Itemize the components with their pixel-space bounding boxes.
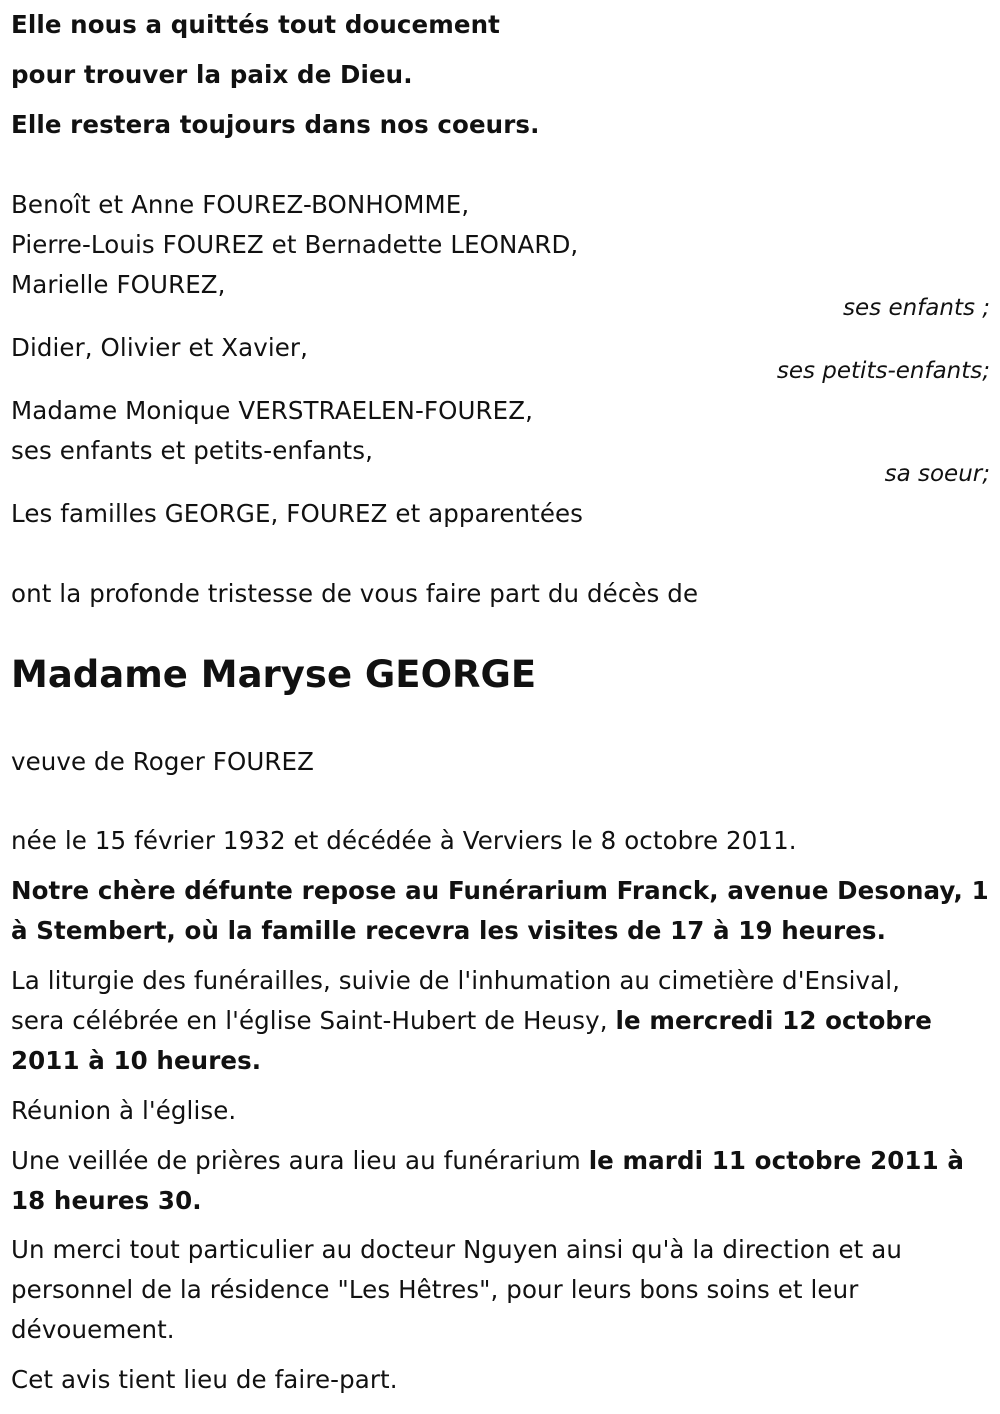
thanks-line-1: Un merci tout particulier au docteur Nguyen ainsi qu'à la direction et au xyxy=(11,1235,902,1264)
grandchildren-label: ses petits-enfants; xyxy=(776,358,990,384)
child-line-3: Marielle FOUREZ, xyxy=(11,270,226,299)
vigil-line-1-normal: Une veillée de prières aura lieu au funérarium xyxy=(11,1146,589,1175)
meeting-line: Réunion à l'église. xyxy=(11,1096,237,1125)
children-label: ses enfants ; xyxy=(843,295,990,321)
liturgy-line-2-normal: sera célébrée en l'église Saint-Hubert de Heusy, xyxy=(11,1006,616,1035)
thanks-line-3: dévouement. xyxy=(11,1315,175,1344)
sister-label: sa soeur; xyxy=(884,461,990,487)
intro-line-2: pour trouver la paix de Dieu. xyxy=(11,60,413,89)
thanks-line-2: personnel de la résidence "Les Hêtres", pour leurs bons soins et leur xyxy=(11,1275,859,1304)
closing-line: Cet avis tient lieu de faire-part. xyxy=(11,1365,398,1394)
vigil-line-1-date: le mardi 11 octobre 2011 à xyxy=(588,1146,964,1175)
funeral-home-line-2: à Stembert, où la famille recevra les visites de 17 à 19 heures. xyxy=(11,916,887,945)
sister-line-2: ses enfants et petits-enfants, xyxy=(11,436,373,465)
sister-line-1: Madame Monique VERSTRAELEN-FOUREZ, xyxy=(11,396,533,425)
liturgy-line-2 xyxy=(11,1007,932,1035)
deceased-name: Madame Maryse GEORGE xyxy=(11,653,537,696)
intro-line-1: Elle nous a quittés tout doucement xyxy=(11,10,500,39)
intro-line-3: Elle restera toujours dans nos coeurs. xyxy=(11,110,540,139)
liturgy-line-1: La liturgie des funérailles, suivie de l'inhumation au cimetière d'Ensival, xyxy=(11,966,901,995)
grandchildren-line: Didier, Olivier et Xavier, xyxy=(11,333,308,362)
child-line-2: Pierre-Louis FOUREZ et Bernadette LEONARD, xyxy=(11,230,579,259)
vigil-line-1 xyxy=(11,1147,964,1175)
vigil-line-2: 18 heures 30. xyxy=(11,1186,202,1215)
families-line: Les familles GEORGE, FOUREZ et apparentées xyxy=(11,499,584,528)
announcement-line: ont la profonde tristesse de vous faire part du décès de xyxy=(11,579,699,608)
liturgy-line-3: 2011 à 10 heures. xyxy=(11,1046,262,1075)
liturgy-line-2-date: le mercredi 12 octobre xyxy=(615,1006,932,1035)
funeral-home-line-1: Notre chère défunte repose au Funérarium Franck, avenue Desonay, 1 xyxy=(11,876,989,905)
child-line-1: Benoît et Anne FOUREZ-BONHOMME, xyxy=(11,190,470,219)
widow-of-line: veuve de Roger FOUREZ xyxy=(11,747,314,776)
dates-line: née le 15 février 1932 et décédée à Verviers le 8 octobre 2011. xyxy=(11,826,797,855)
